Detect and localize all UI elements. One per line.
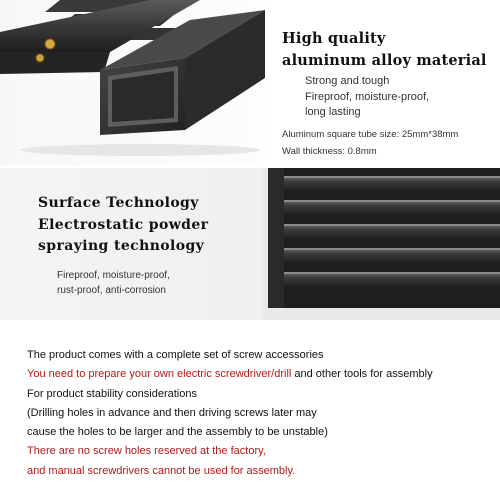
surface-heading-line: spraying technology — [38, 238, 205, 254]
surface-feature: Fireproof, moisture-proof, — [57, 270, 170, 281]
note-line: The product comes with a complete set of screw accessories — [27, 349, 324, 361]
assembly-notes — [27, 346, 497, 481]
note-line: (Drilling holes in advance and then driving screws later may — [27, 406, 317, 419]
material-features — [305, 74, 495, 121]
surface-heading — [38, 193, 278, 258]
surface-feature: rust-proof, anti-corrosion — [57, 285, 166, 296]
material-feature: Strong and tough — [305, 75, 390, 87]
tube-size-spec: Aluminum square tube size: 25mm*38mm — [282, 129, 459, 140]
powder-coated-bars-photo — [262, 168, 500, 320]
note-warning-line: and manual screwdrivers cannot be used for assembly. — [27, 464, 296, 477]
material-heading-line: High quality — [282, 30, 386, 47]
note-line: For product stability considerations — [27, 387, 197, 400]
note-warning-text: You need to prepare your own electric screwdriver/drill — [27, 368, 292, 381]
wall-thickness-spec: Wall thickness: 0.8mm — [282, 146, 377, 157]
material-heading-line: aluminum alloy material — [282, 52, 487, 69]
material-feature: long lasting — [305, 106, 361, 118]
note-line-suffix: and other tools for assembly — [291, 368, 433, 381]
aluminum-tube-photo — [0, 0, 265, 165]
note-warning-line: There are no screw holes reserved at the factory, — [27, 445, 266, 458]
surface-panel — [0, 168, 500, 320]
surface-features — [57, 268, 257, 298]
surface-heading-line: Electrostatic powder — [38, 216, 209, 233]
material-panel — [0, 0, 500, 165]
note-line: cause the holes to be larger and the assembly to be unstable) — [27, 426, 328, 439]
note-line — [27, 365, 497, 384]
material-feature: Fireproof, moisture-proof, — [305, 90, 430, 103]
surface-heading-line: Surface Technology — [38, 195, 199, 211]
material-heading — [282, 28, 497, 72]
